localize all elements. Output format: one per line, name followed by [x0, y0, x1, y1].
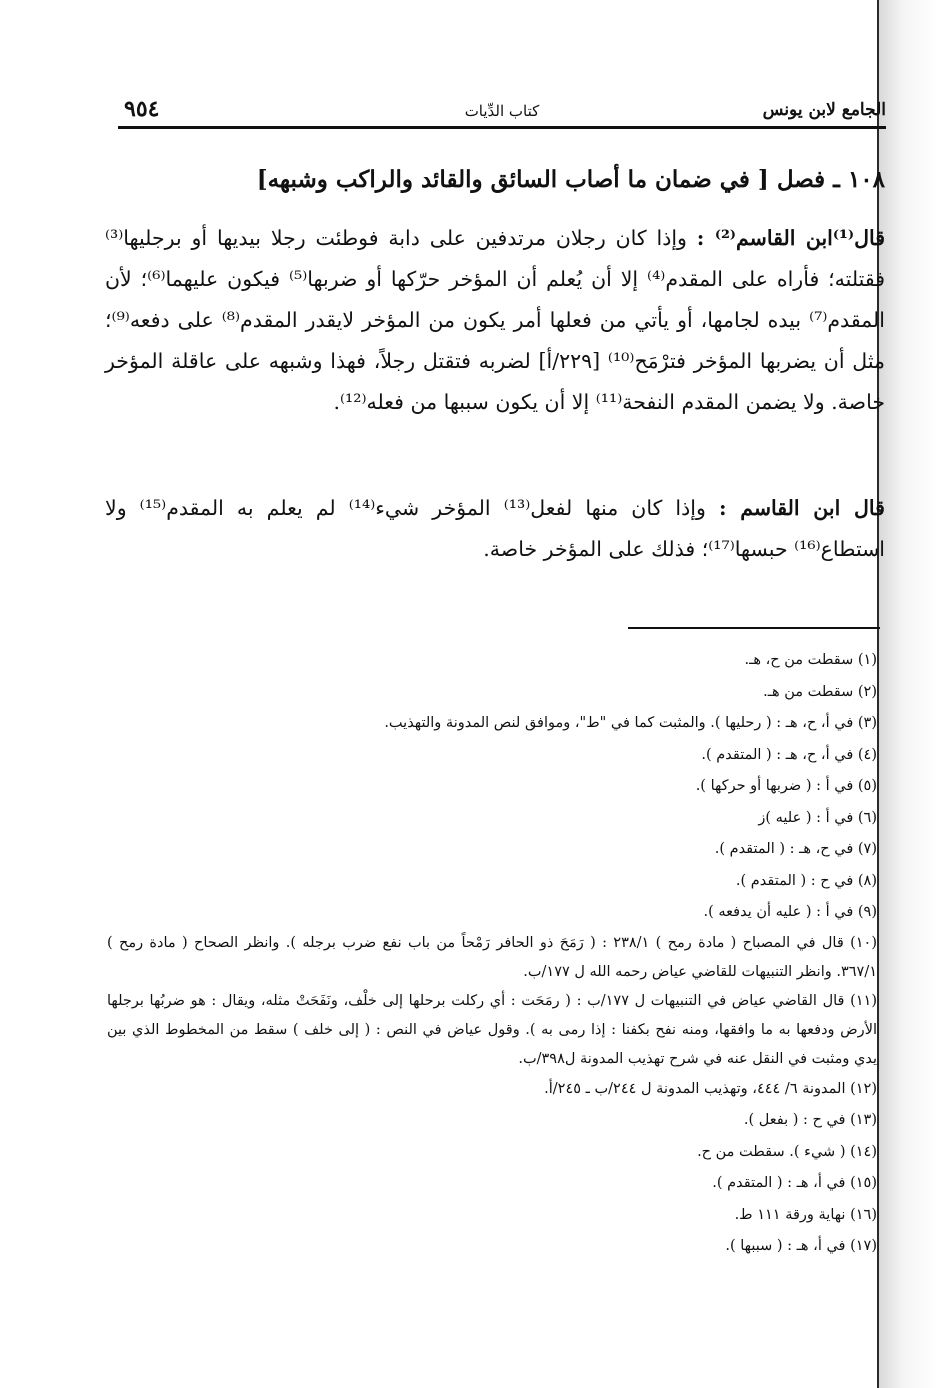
- paragraph-lead: قال ابن القاسم :: [718, 496, 885, 520]
- footnote: (٢) سقطت من هـ.: [763, 683, 877, 700]
- footnote: (٦) في أ : ( عليه )ز: [758, 809, 877, 826]
- binding-shadow: [879, 0, 937, 1388]
- footnote: (٣) في أ، ح، هـ : ( رحليها ). والمثبت كما في "ط"، وموافق لنص المدونة والتهذيب.: [384, 715, 877, 731]
- running-header: [118, 98, 886, 129]
- paragraph-2: [105, 488, 885, 570]
- footnotes: [107, 645, 877, 1263]
- footnote: (٥) في أ : ( ضربها أو حركها ).: [695, 778, 877, 794]
- footnote: (٧) في ح، هـ : ( المتقدم ).: [714, 841, 877, 857]
- footnote: (١٢) المدونة ٦/ ٤٤٤، وتهذيب المدونة ل ٢٤٤/ب ـ ٢٤٥/أ.: [544, 1080, 877, 1097]
- footnote: (١) سقطت من ح، هـ.: [744, 652, 877, 668]
- paragraph-lead: قال⁽¹⁾ابن القاسم⁽²⁾ :: [696, 226, 886, 250]
- footnote: (١٦) نهاية ورقة ١١١ ط.: [734, 1206, 877, 1223]
- header-book-title: الجامع لابن يونس: [762, 100, 886, 120]
- footnote: (١٧) في أ، هـ : ( سببها ).: [725, 1238, 877, 1254]
- footnote: (٩) في أ : ( عليه أن يدفعه ).: [703, 904, 877, 920]
- footnote-separator: [628, 627, 880, 629]
- footnote: (١٠) قال في المصباح ( مادة رمح ) ٢٣٨/١ : ( رَمَحَ ذو الحافر رَمْحاً من باب نفع ضرب برجله ). وانظر الصحاح ( مادة رمح ) ٣٦٧/١. وانظر التنبيهات للقاضي عياض رحمه الله ل ١٧٧/ب.: [107, 934, 877, 980]
- footnote: (١٣) في ح : ( بفعل ).: [743, 1112, 877, 1128]
- page-number: ٩٥٤: [124, 96, 160, 122]
- footnote: (١٤) ( شيء ). سقطت من ح.: [697, 1143, 877, 1160]
- footnote: (٤) في أ، ح، هـ : ( المتقدم ).: [701, 746, 877, 763]
- footnote: (٨) في ح : ( المتقدم ).: [735, 872, 877, 889]
- paragraph-text: وإذا كان رجلان مرتدفين على دابة فوطئت رجلا بيديها أو برجليها⁽³⁾ فقتلته؛ فأراه على المقدم⁽⁴⁾ إلا أن يُعلم أن المؤخر حرّكها أو ضربها⁽⁵⁾ فيكون عليهما⁽⁶⁾؛ لأن المقدم⁽⁷⁾ بيده لجامها، أو يأتي من فعلها أمر يكون من المؤخر لايقدر المقدم⁽⁸⁾ على دفعه⁽⁹⁾؛ مثل أن يضربها المؤخر فترْمَح⁽¹⁰⁾ [٢٢٩/أ] لضربه فتقتل رجلاً، فهذا وشبهه على عاقلة المؤخر خاصة. ولا يضمن المقدم النفحة⁽¹¹⁾ إلا أن يكون سببها من فعله⁽¹²⁾.: [105, 226, 885, 414]
- section-heading: ١٠٨ ـ فصل [ في ضمان ما أصاب السائق والقائد والراكب وشبهه]: [256, 166, 885, 193]
- header-chapter-title: كتاب الدِّيات: [464, 102, 540, 120]
- paragraph-text: وإذا كان منها لفعل⁽¹³⁾ المؤخر شيء⁽¹⁴⁾ لم يعلم به المقدم⁽¹⁵⁾ ولا استطاع⁽¹⁶⁾ حبسها⁽¹⁷⁾؛ فذلك على المؤخر خاصة.: [105, 496, 885, 561]
- footnote: (١١) قال القاضي عياض في التنبيهات ل ١٧٧/ب : ( رمَحَت : أي ركلت برحلها إلى خلْف، ونَفَحَتْ مثله، ويقال : هو ضربُها برجلها الأرض ودفعها به ما وافقها، ومنه نفح بكفنا : إذا رمى به ). وقول عياض في النص : ( إلى خلف ) سقط من المخطوط الذي بين يدي ومثبت في النقل عنه في شرح تهذيب المدونة ل٣٩٨/ب.: [107, 992, 877, 1067]
- paragraph-1: [105, 218, 885, 423]
- footnote: (١٥) في أ، هـ : ( المتقدم ).: [712, 1175, 877, 1191]
